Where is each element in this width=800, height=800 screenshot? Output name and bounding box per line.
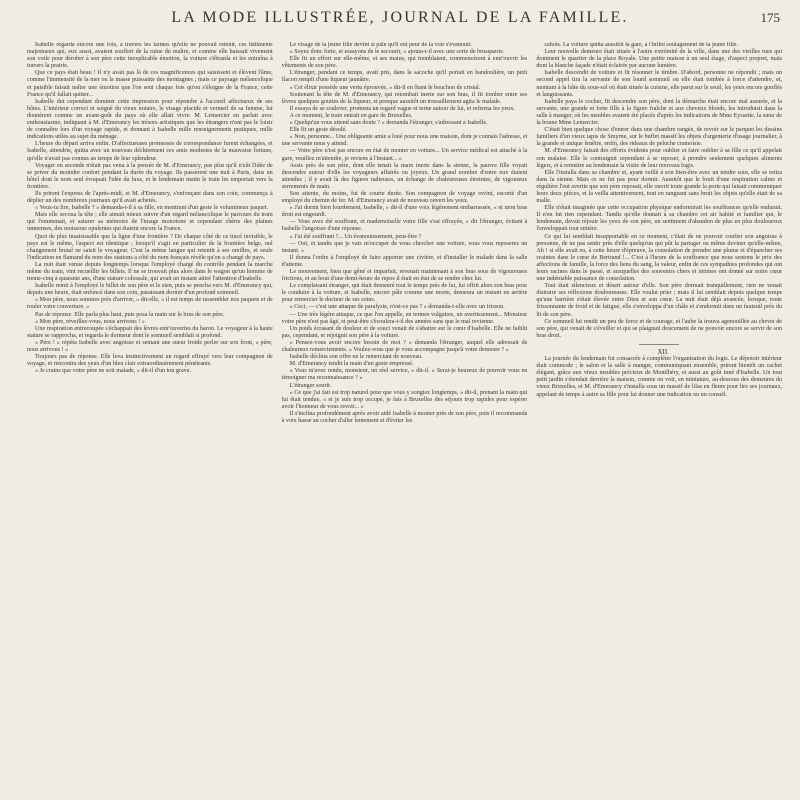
paragraph: Il s'inclina profondément après avoir aidé Isabelle à monter près de son père, puis il recommanda à voix basse au cocher d'aller lentement et d'éviter les [281,410,528,424]
paragraph: « Ceci, — c'est une attaque de paralysie, n'est-ce pas ? » demanda-t-elle avec un frisson. [289,304,505,311]
paragraph: Elle n'était imaginée que cette occupation physique endormirait les souffrances qu'elle endurait. Il n'en fut rien cependant. Tandis qu'elle donnait à sa chambre cet air habité et familier qui, le lendemain, devait réjouir les yeux de son père, un sentiment d'abandon de plus en plus douloureux l'enveloppait tout entière. [536,205,783,233]
column-2 [282,42,528,794]
paragraph: « Ce que j'ai fait est trop naturel pour que vous y songiez longtemps, » dit-il, prenant la main qui lui était tendue, « et je suis trop occupé, je fais à Bruxelles des séjours trop rapides pour espérer avoir l'honneur de vous revoir... » [281,389,528,410]
paragraph: Il donna l'ordre à l'employé de faire apporter une civière, et d'installer le malade dans la salle d'attente. [281,254,528,268]
paragraph: « Quelqu'un vous attend sans doute ? » demanda l'étranger, s'adressant à Isabelle. [289,120,488,127]
paragraph: Le mouvement, bien que gêné et imparfait, revenait maintenant à son bras sous de vigoureuses frictions, et au bout d'une demi-heure de repos il était en état de se rendre chez lui. [281,269,528,283]
paragraph: Assis près de son père, dont elle tenait la main inerte dans la sienne, la pauvre fille voyait descendre autour d'elle les voyageurs affairés ou joyeux. Un grand nombre d'entre eux étaient attendus ; il y avait là des figures radieuses, un échange de chaleureuses étreintes, de vigoureux serrements de main. [281,162,528,190]
paragraph: Quoi de plus insaisissable que la ligne d'une frontière ? De chaque côté de ce tracé invisible, le pays est le même, l'aspect est identique ; lorsqu'il s'agit en particulier de la frontière belge, nul changement brutal ne saisit le voyageur. C'est la même langue qui retentit à ses oreilles, et seule l'indication en flamand du nom des stations a côté du nom français révèle qu'on a changé de pays. [27,233,273,261]
section-heading: XII. [657,347,669,356]
paragraph: Elle fit un geste désolé. [289,127,347,134]
paragraph: — Votre père n'est pas encore en état de monter en voiture... Un service médical est attaché à la gare, veuillez m'attendre, je reviens à l'instant... » [281,148,528,162]
paragraph: Que ce pays était beau ! Il n'y avait pas là de ces magnificences qui saisissent et élèvent l'âme, comme l'immensité de la mer ou la masse puissante des montagnes ; mais ce paysage mélancolique et paisible faisait naître une émotion que l'on sent chaque fois qu'on s'éloigne de la France, cette France qu'il fallait quitter... [27,70,273,98]
paragraph: Ce qui lui semblait insupportable en ce moment, c'était de ne pouvoir confier son angoisse à personne, de ne pas sentir près d'elle quelqu'un qui pût la partager ou même deviner qu'elle-même, Ah ! si elle avait eu, à cette heure d'épreuve, la consolation de prendre une plume et d'épancher ses craintes dans le cœur de Bertrand !... C'est à l'heure de la souffrance que nous sentons le prix des affections de famille, la force des liens du sang, la valeur, enfin de ces sympathies profondes qui ont leurs racines dans le passé, et auxquelles des souvenirs chers et intimes ont donné sur notre cœur une indéniable puissance de consolation. [536,233,783,283]
paragraph: Isabelle déclina son offre en le remerciant de nouveau. [289,354,423,361]
paragraph: La nuit était venue depuis longtemps lorsque l'employé chargé du contrôle pendant la marche même du train, vint recueillir les billets. Il ne se trouvait plus alors dans le wagon qu'un homme de trente-cinq à quarante ans, d'une stature colossale, qui avait un instant attiré l'attention d'Isabelle. [27,261,273,283]
paragraph: « Père ! » répéta Isabelle avec angoisse et sentant une sueur froide perler sur son front, « père, nous arrivons ! » [27,339,273,354]
paragraph: Isabelle paya le cocher, fit descendre son père, dont la démarche était encore mal assurée, et la servante, une grande et forte fille à la figure fraîche et aux cheveux blonds, les introduisit dans la salle à manger, où les meubles avaient été placés d'après les indications de Mme Eyssette, la sœur de la bonne Mme Lemercier. [536,98,783,127]
page-header [0,0,800,40]
paragraph: Le complaisant étranger, qui était demeuré tout le temps près de lui, lui offrit alors son bras pour le conduire à la voiture, et Isabelle, encore pâle comme une morte, demeura un instant en arrière pour remercier le docteur de ses soins. [281,283,528,304]
paragraph: Elle fit un effort sur elle-même, et ses mains, qui tremblaient, commencèrent à entr'ouvrir les vêtements de son père. [281,56,528,70]
paragraph: Elle l'installa dans sa chambre et, ayant veillé à son bien-être avec un tendre soin, elle se retira dans la sienne. Mais ce ne fut pas pour dormir. Aussitôt que le bruit d'une respiration calme et régulière l'eut avertie que son père reposait, elle ouvrit toute grande la porte qui faisait communiquer leurs deux pièces, et la veilla attentivement, tout en rangeant sans bruit les objets qu'elle était de sa malle. [536,169,783,205]
paragraph: Soutenant la tête de M. d'Emerancy, qui retombait inerte sur son bras, il fit tomber entre ses lèvres quelques gouttes de la liqueur, et presque aussitôt un tressaillement agita le malade. [281,91,528,105]
paragraph: Toujours pas de réponse. Elle leva instinctivement un regard effrayé vers leur compagnon de voyage, et rencontra des yeux d'un bleu clair extraordinairement pénétrants. [27,354,273,368]
paragraph: « J'ai été souffrant ?... Un évanouissement, peut-être ? [289,233,422,240]
paragraph: « Je crains que votre père ne soit malade, » dit-il d'un ton grave. [35,368,191,375]
paragraph: L'étranger sourit. [289,382,332,389]
section-divider [639,344,679,345]
paragraph: L'étranger, pendant ce temps, avait pris, dans la sacoche qu'il portait en bandoulière, un petit flacon rempli d'une liqueur jaunâtre. [281,70,528,84]
paragraph: Un poids écrasant de douleur et de souci venait de s'abattre sur le cœur d'Isabelle. Elle ne faiblit pas, cependant, et rejoignit son père à la voiture. [281,325,528,339]
paragraph: A ce moment, le train entrait en gare de Bruxelles. [289,112,413,119]
journal-title: LA MODE ILLUSTRÉE, JOURNAL DE LA FAMILLE. [171,9,629,26]
paragraph: Pas de réponse. Elle parla plus haut, puis posa la main sur le bras de son père. [35,311,225,318]
paragraph: Le visage de la jeune fille devint si pâle qu'il eut peur de la voir s'évanouir. [289,42,472,48]
paragraph: « Mon père, nous sommes près d'arriver, » dit-elle, « il est temps de rassembler nos paquets et de rouler votre couverture. » [27,297,273,311]
paragraph: Une respiration entrecoupée s'échappait des lèvres entr'ouvertes du baron. Le voyageur à la haute stature se rapprocha, et regarda le dormeur dont le sommeil semblait si profond. [27,325,273,339]
text-columns [27,42,782,794]
paragraph: cahots. La voiture quitta aussitôt la gare, à l'infini soulagement de la jeune fille. [544,42,739,48]
paragraph: « J'ai dormi bien lourdement, Isabelle, » dit-il d'une voix légèrement embarrassée, « et mon bras droit est engourdi. [281,205,528,219]
paragraph: Il essaya de se soulever, promena un regard vague et terne autour de lui, et referma les yeux. [289,105,515,112]
paragraph: « Vous m'avez rendu, monsieur, un réel service, » dit-il. « Serai-je heureux de pouvoir vous en témoigner ma reconnaissance ? » [281,368,528,382]
paragraph: M. d'Emerancy tendit la main d'un geste empressé. [289,361,414,368]
paragraph: — Une très légère attaque, ce que l'on appelle, en termes vulgaires, un avertissement... Monsieur votre père n'est pas âgé, et peut-être s'écoulera-t-il des années sans que le mal revienne. [281,311,528,325]
paragraph: Mais elle secoua la tête ; elle aimait mieux suivre d'un regard mélancolique le parcours du train qui l'emmenait, et saturer sa mémoire de l'image monotone et cependant chérie des plaines immenses, des moissons opulentes qui étaient encore la France. [27,212,273,233]
paragraph: Voyager en seconde n'était pas venu à la pensée de M. d'Emerancy, pas plus qu'il n'eût l'idée de se priver du moindre confort pendant la durée du voyage. Ils passèrent une nuit à Paris, dans un hôtel dont le nom seul évoquait l'idée du luxe, et le lendemain matin le train les emportait vers la frontière. [27,162,273,190]
paragraph: — Oui, et tandis que je vais m'occuper de vous chercher une voiture, vous vous reposerez un instant. » [281,240,528,254]
paragraph: « Pensez-vous avoir encore besoin de moi ? » demanda l'étranger, auquel elle adressait de chaleureux remerciements. « Voulez-vous que je vous accompagne jusqu'à votre demeure ? » [281,339,528,354]
paragraph: C'était bien quelque chose d'entrer dans une chambre rangée, de revoir sur le parquet les dessins familiers d'un vieux tapis de Smyrne, sur le buffet massif les objets d'argenterie d'usage journalier, à la grande et unique fenêtre, enfin, des rideaux de peluche cramoisie. [536,127,783,148]
paragraph: M. d'Emerancy faisait des efforts évidents pour oublier et faire oublier à sa fille ce qu'il appelait son malaise. Elle le contraignit cependant à se reposer, à prendre seulement quelques aliments légers, et à remettre au lendemain la visite de leur nouveau logis. [536,148,783,169]
paragraph: Leur nouvelle demeure était située à l'autre extrémité de la ville, dans une des vieilles rues qui dominent le quartier de la place Royale. Une petite maison à un seul étage, d'aspect propret, mais dont la blanche façade n'était éclairée par aucune lumière. [536,49,783,70]
paragraph: « Mon père, réveillez-vous, nous arrivons ! » [35,318,145,325]
paragraph: Ils prirent l'express de l'après-midi, et M. d'Emerancy, s'enfonçant dans son coin, commença à déplier un des nombreux journaux qu'il avait achetés. [27,190,273,205]
paragraph: Isabelle regarda encore une fois, à travers les larmes qu'elle ne pouvait retenir, ces bâtiments majestueux qui, eux aussi, avaient souffert de la ruine du maître, et comme elle baissait vivement son voile pour dérober à son père cette inexplicable émotion, la voiture s'ébranla et les entraîna à travers la prairie. [27,42,273,70]
paragraph: Ce sommeil lui rendit un peu de force et de courage, et l'aube la trouva agenouillée au chevet de son père, qui venait de s'éveiller et qui se plaignait doucement de ne pouvoir encore se servir de son bras droit. [536,318,783,339]
paragraph: La journée du lendemain fut consacrée à compléter l'organisation du logis. Le dépotoir intérieur était commode ; le salon et la salle à manger, communiquant ensemble, prirent bientôt un cachet élégant, grâce aux vieux meubles précieux de Montlhéry, et aussi au goût inné d'Isabelle. Un tout petit jardin s'étendait derrière la maison, comme on voit, en miniature, au-dessous des demeures du vieux Bruxelles, et M. d'Emerancy s'installa sous un massif de lilas en fleurs pour lire ses journaux, appelant de temps à autre sa fille pour lui donner une indication ou un conseil. [536,356,783,398]
paragraph: « Non, personne... Une obligeante amie a loué pour nous une maison, dont je connais l'adresse, et une servante nous y attend. [281,134,528,148]
paragraph: « Veux-tu lire, Isabelle ? » demanda-t-il à sa fille, en montrant d'un geste le volumineux paquet. [35,205,268,212]
paragraph: Tout était silencieux et désert autour d'elle. Son père dormait tranquillement, rien ne venait distraire ses réflexions douloureuses. Elle voulut prier ; mais il lui semblait depuis quelque temps qu'une barrière s'était élevée entre Dieu et son cœur. La nuit était déjà avancée, lorsque, toute frissonnante de froid et de fatigue, elle s'enveloppa d'un châle et s'endormit dans un fauteuil près du lit de son père. [536,283,783,318]
page-number: 175 [760,10,780,25]
paragraph: « Cet élixir possède une vertu éprouvée, » dit-il en ôtant le bouchon de cristal. [289,84,481,91]
paragraph: Isabelle dut cependant dominer cette impression pour répondre à l'accueil affectueux de ses hôtes. L'intérieur correct et soigné du vieux notaire, le visage placide et vermeil de sa femme, lui donnèrent comme un avant-goût du pays où elle allait vivre. M. Lemercier en parlait avec enthousiasme, indiquant à M. d'Emerancy les trésors artistiques que les étrangers n'ont pas le loisir de connaître lors d'un voyage rapide, et donnant à Isabelle mille renseignements pratiques, mille indications utiles au sujet du ménage. [27,98,273,141]
paragraph: Isabelle remit à l'employé le billet de son père et le sien, puis se pencha vers M. d'Emerancy qui, depuis une heure, était enfoncé dans son coin, paraissant dormir d'un profond sommeil. [27,283,273,297]
column-1 [27,42,273,794]
paragraph: Isabelle descendit de voiture et fit résonner le timbre. D'abord, personne ne répondit ; mais un second appel tira la servante de son lourd sommeil ou elle était tombée à force d'attendre, et, montant à la hâte du sous-sol où était située la cuisine, elle parut sur le seuil, les yeux encore gonflés et languissants. [536,70,783,98]
paragraph: — Vous avez été souffrant, et mademoiselle votre fille s'est effrayée, » dit l'étranger, évitant à Isabelle l'angoisse d'une réponse. [281,219,528,233]
paragraph: Son attente, du moins, fut de courte durée. Son compagnon de voyage revint, escorté d'un employé du chemin de fer. M. d'Emerancy avait de nouveau ouvert les yeux. [281,190,528,205]
paragraph: « Soyez donc forte, et essayons de le secourir, » ajouta-t-il avec une sorte de brusquerie. [289,49,505,56]
paragraph: L'heure du départ arriva enfin. D'affectueuses promesses de correspondance furent échangées, et Isabelle, attendrie, quitta avec un nouveau déchirement ces amis modestes de la mauvaise fortune, qu'elle n'avait pas connus au temps de leur splendeur. [27,141,273,162]
column-3 [536,42,782,794]
